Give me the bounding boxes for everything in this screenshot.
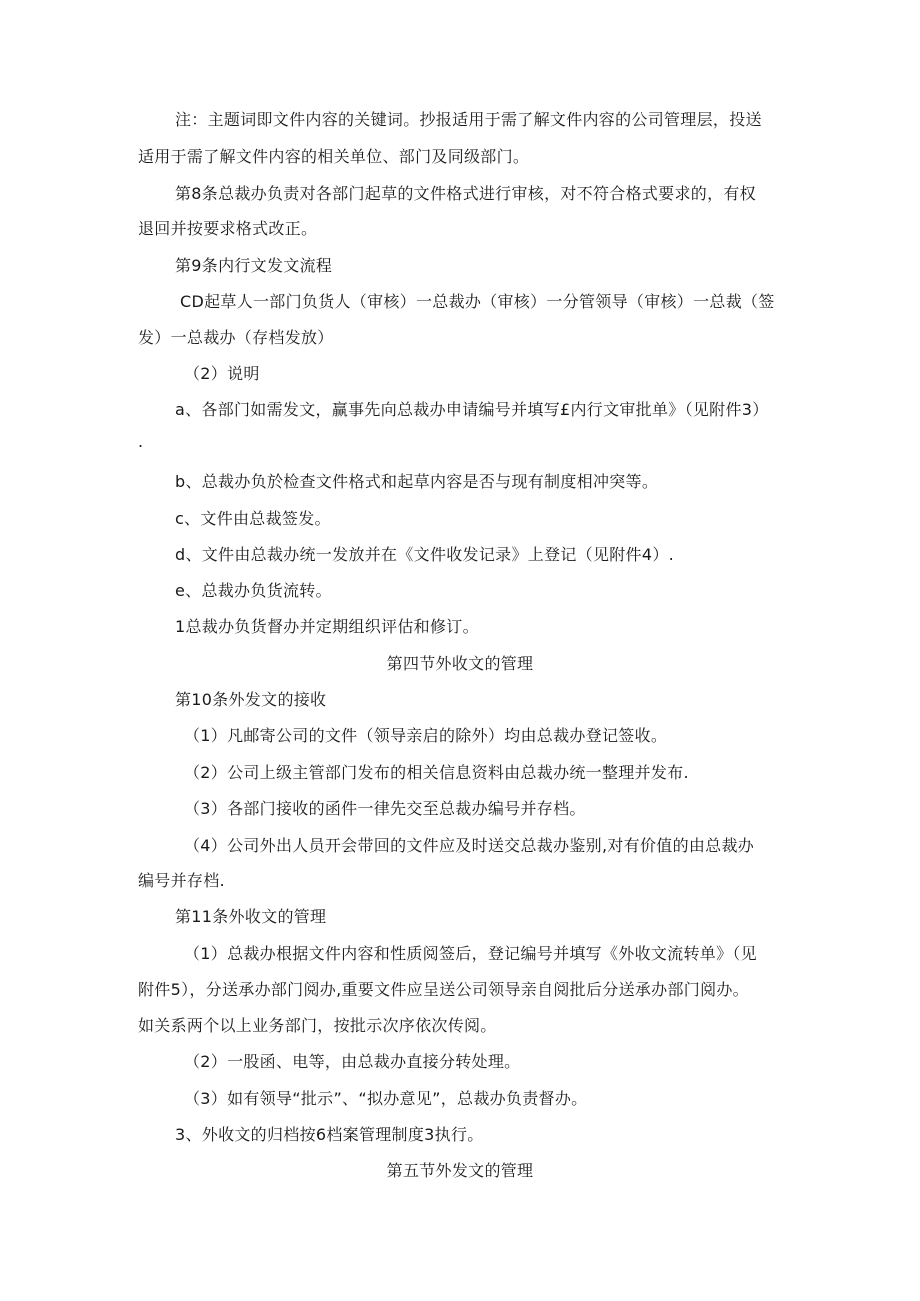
item-1: 1总裁办负货督办并定期组织评估和修订。 bbox=[175, 617, 479, 636]
section-5-title: 第五节外发文的管理 bbox=[386, 1161, 534, 1180]
note-line-2: 适用于需了解文件内容的相关单位、部门及同级部门。 bbox=[138, 147, 530, 166]
article-11-item-3: （3）如有领导“批示”、“拟办意见”，总裁办负责督办。 bbox=[184, 1089, 588, 1108]
explanation-heading: （2）说明 bbox=[184, 364, 260, 383]
article-11-item-1-line-1: （1）总裁办根据文件内容和性质阅签后，登记编号并填写《外收文流转单》（见 bbox=[184, 944, 757, 963]
article-11-heading: 第11条外收文的管理 bbox=[175, 907, 327, 926]
article-8-line-2: 退回并按要求格式改正。 bbox=[138, 219, 318, 238]
item-d: d、文件由总裁办统一发放并在《文件收发记录》上登记（见附件4）. bbox=[175, 545, 675, 564]
article-9-heading: 第9条内行文发文流程 bbox=[175, 256, 333, 275]
article-10-item-4-line-1: （4）公司外出人员开会带回的文件应及时送交总裁办鉴别,对有价值的由总裁办 bbox=[184, 836, 755, 855]
flow-line-2: 发）一总裁办（存档发放） bbox=[138, 328, 334, 347]
article-10-item-3: （3）各部门接收的函件一律先交至总裁办编号并存档。 bbox=[184, 799, 586, 818]
article-8-line-1: 第8条总裁办负责对各部门起草的文件格式进行审核，对不符合格式要求的，有权 bbox=[175, 184, 756, 203]
note-line-1: 注：主题词即文件内容的关键词。抄报适用于需了解文件内容的公司管理层，投送 bbox=[175, 110, 762, 129]
article-11-item-archive: 3、外收文的归档按6档案管理制度3执行。 bbox=[175, 1125, 484, 1144]
item-c: c、文件由总裁签发。 bbox=[175, 509, 331, 528]
item-a-line-1: a、各部门如需发文，赢事先向总裁办申请编号并填写£内行文审批单》（见附件3） bbox=[175, 400, 769, 419]
flow-line-1: CD起草人一部门负货人（审核）一总裁办（审核）一分管领导（审核）一总裁（签 bbox=[180, 292, 775, 311]
article-10-heading: 第10条外发文的接收 bbox=[175, 690, 327, 709]
article-11-item-1-line-3: 如关系两个以上业务部门，按批示次序依次传阅。 bbox=[138, 1016, 497, 1035]
article-10-item-1: （1）凡邮寄公司的文件（领导亲启的除外）均由总裁办登记签收。 bbox=[184, 726, 668, 745]
item-a-line-2: . bbox=[138, 432, 144, 451]
article-10-item-4-line-2: 编号并存档. bbox=[138, 871, 225, 890]
article-10-item-2: （2）公司上级主管部门发布的相关信息资料由总裁办统一整理并发布. bbox=[184, 763, 689, 782]
article-11-item-2: （2）一股函、电等，由总裁办直接分转处理。 bbox=[184, 1052, 521, 1071]
item-b: b、总裁办负於检查文件格式和起草内容是否与现有制度相冲突等。 bbox=[175, 472, 659, 491]
item-e: e、总裁办负货流转。 bbox=[175, 581, 332, 600]
section-4-title: 第四节外收文的管理 bbox=[386, 654, 534, 673]
article-11-item-1-line-2: 附件5），分送承办部门阅办,重要文件应呈送公司领导亲自阅批后分送承办部门阅办。 bbox=[138, 980, 749, 999]
